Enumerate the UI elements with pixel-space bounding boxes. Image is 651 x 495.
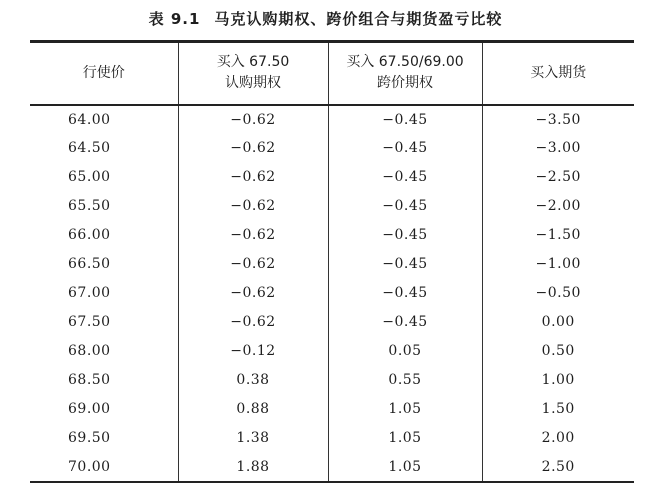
- strike-price-cell: 65.50: [68, 198, 111, 214]
- call-option-pnl-cell: −0.62: [178, 250, 328, 279]
- spread-option-pnl-cell: 0.55: [328, 366, 482, 395]
- call-option-pnl-cell: −0.62: [178, 163, 328, 192]
- table-row: [30, 192, 634, 221]
- futures-pnl-cell: 0.00: [482, 308, 634, 337]
- futures-pnl-cell: 2.50: [482, 453, 634, 482]
- call-option-pnl-cell: −0.62: [178, 308, 328, 337]
- table-row: [30, 395, 634, 424]
- futures-pnl-cell: −1.50: [482, 221, 634, 250]
- futures-pnl-cell: 1.50: [482, 395, 634, 424]
- futures-pnl-cell: −3.00: [482, 134, 634, 163]
- table-row: [30, 105, 634, 134]
- table-row: [30, 250, 634, 279]
- spread-option-pnl-cell: −0.45: [328, 221, 482, 250]
- futures-pnl-cell: −1.00: [482, 250, 634, 279]
- table-row: [30, 453, 634, 482]
- pnl-comparison-table: [30, 40, 634, 483]
- header-call-option-line2: 认购期权: [225, 75, 281, 92]
- strike-price-cell: 64.50: [68, 140, 111, 156]
- strike-price-cell: 67.00: [68, 285, 111, 301]
- header-futures: [482, 42, 634, 105]
- spread-option-pnl-cell: −0.45: [328, 308, 482, 337]
- strike-price-cell: 70.00: [30, 453, 178, 482]
- spread-option-pnl-cell: 1.05: [328, 453, 482, 482]
- table-number: 表 9.1: [148, 10, 201, 28]
- call-option-pnl-cell: −0.62: [178, 105, 328, 134]
- futures-pnl-cell: −3.50: [482, 105, 634, 134]
- strike-price-cell: 69.00: [68, 401, 111, 417]
- table-row: [30, 366, 634, 395]
- spread-option-pnl-cell: −0.45: [328, 163, 482, 192]
- call-option-pnl-cell: −0.62: [178, 134, 328, 163]
- header-strike-price: [30, 42, 178, 105]
- strike-price-cell: 67.50: [68, 314, 111, 330]
- strike-price-cell: 66.50: [68, 256, 111, 272]
- table-row: [30, 163, 634, 192]
- call-option-pnl-cell: 0.38: [178, 366, 328, 395]
- call-option-pnl-cell: −0.12: [178, 337, 328, 366]
- strike-price-cell: 69.50: [68, 430, 111, 446]
- spread-option-pnl-cell: −0.45: [328, 134, 482, 163]
- strike-price-cell: 66.00: [68, 227, 111, 243]
- header-call-option-line1: 买入 67.50: [216, 54, 290, 71]
- futures-pnl-cell: −2.00: [482, 192, 634, 221]
- strike-price-cell: 64.00: [68, 111, 111, 128]
- call-option-pnl-cell: 1.38: [178, 424, 328, 453]
- call-option-pnl-cell: −0.62: [178, 192, 328, 221]
- header-spread-option: [328, 42, 482, 105]
- table-header: [30, 42, 634, 105]
- spread-option-pnl-cell: −0.45: [328, 105, 482, 134]
- spread-option-pnl-cell: 0.05: [328, 337, 482, 366]
- futures-pnl-cell: −2.50: [482, 163, 634, 192]
- spread-option-pnl-cell: 1.05: [328, 424, 482, 453]
- futures-pnl-cell: −0.50: [482, 279, 634, 308]
- futures-pnl-cell: 0.50: [482, 337, 634, 366]
- call-option-pnl-cell: 1.88: [178, 453, 328, 482]
- table-row: [30, 279, 634, 308]
- futures-pnl-cell: 2.00: [482, 424, 634, 453]
- spread-option-pnl-cell: 1.05: [328, 395, 482, 424]
- table-title: 马克认购期权、跨价组合与期货盈亏比较: [214, 10, 503, 28]
- strike-price-cell: 68.50: [68, 372, 111, 388]
- table-row: [30, 308, 634, 337]
- call-option-pnl-cell: −0.62: [178, 221, 328, 250]
- header-spread-option-line2: 跨价期权: [377, 75, 433, 92]
- spread-option-pnl-cell: −0.45: [328, 250, 482, 279]
- call-option-pnl-cell: −0.62: [178, 279, 328, 308]
- header-strike-price-label: 行使价: [82, 64, 125, 81]
- spread-option-pnl-cell: −0.45: [328, 279, 482, 308]
- header-row: [30, 42, 634, 105]
- futures-pnl-cell: 1.00: [482, 366, 634, 395]
- table-row: [30, 424, 634, 453]
- table-row: [30, 134, 634, 163]
- call-option-pnl-cell: 0.88: [178, 395, 328, 424]
- header-futures-label: 买入期货: [530, 64, 587, 81]
- header-spread-option-line1: 买入 67.50/69.00: [346, 54, 464, 71]
- header-call-option: [178, 42, 328, 105]
- strike-price-cell: 65.00: [68, 169, 111, 185]
- strike-price-cell: 68.00: [68, 343, 111, 359]
- table-body: [30, 105, 634, 482]
- table-row: [30, 337, 634, 366]
- table-caption: [0, 0, 651, 38]
- table-row: [30, 221, 634, 250]
- spread-option-pnl-cell: −0.45: [328, 192, 482, 221]
